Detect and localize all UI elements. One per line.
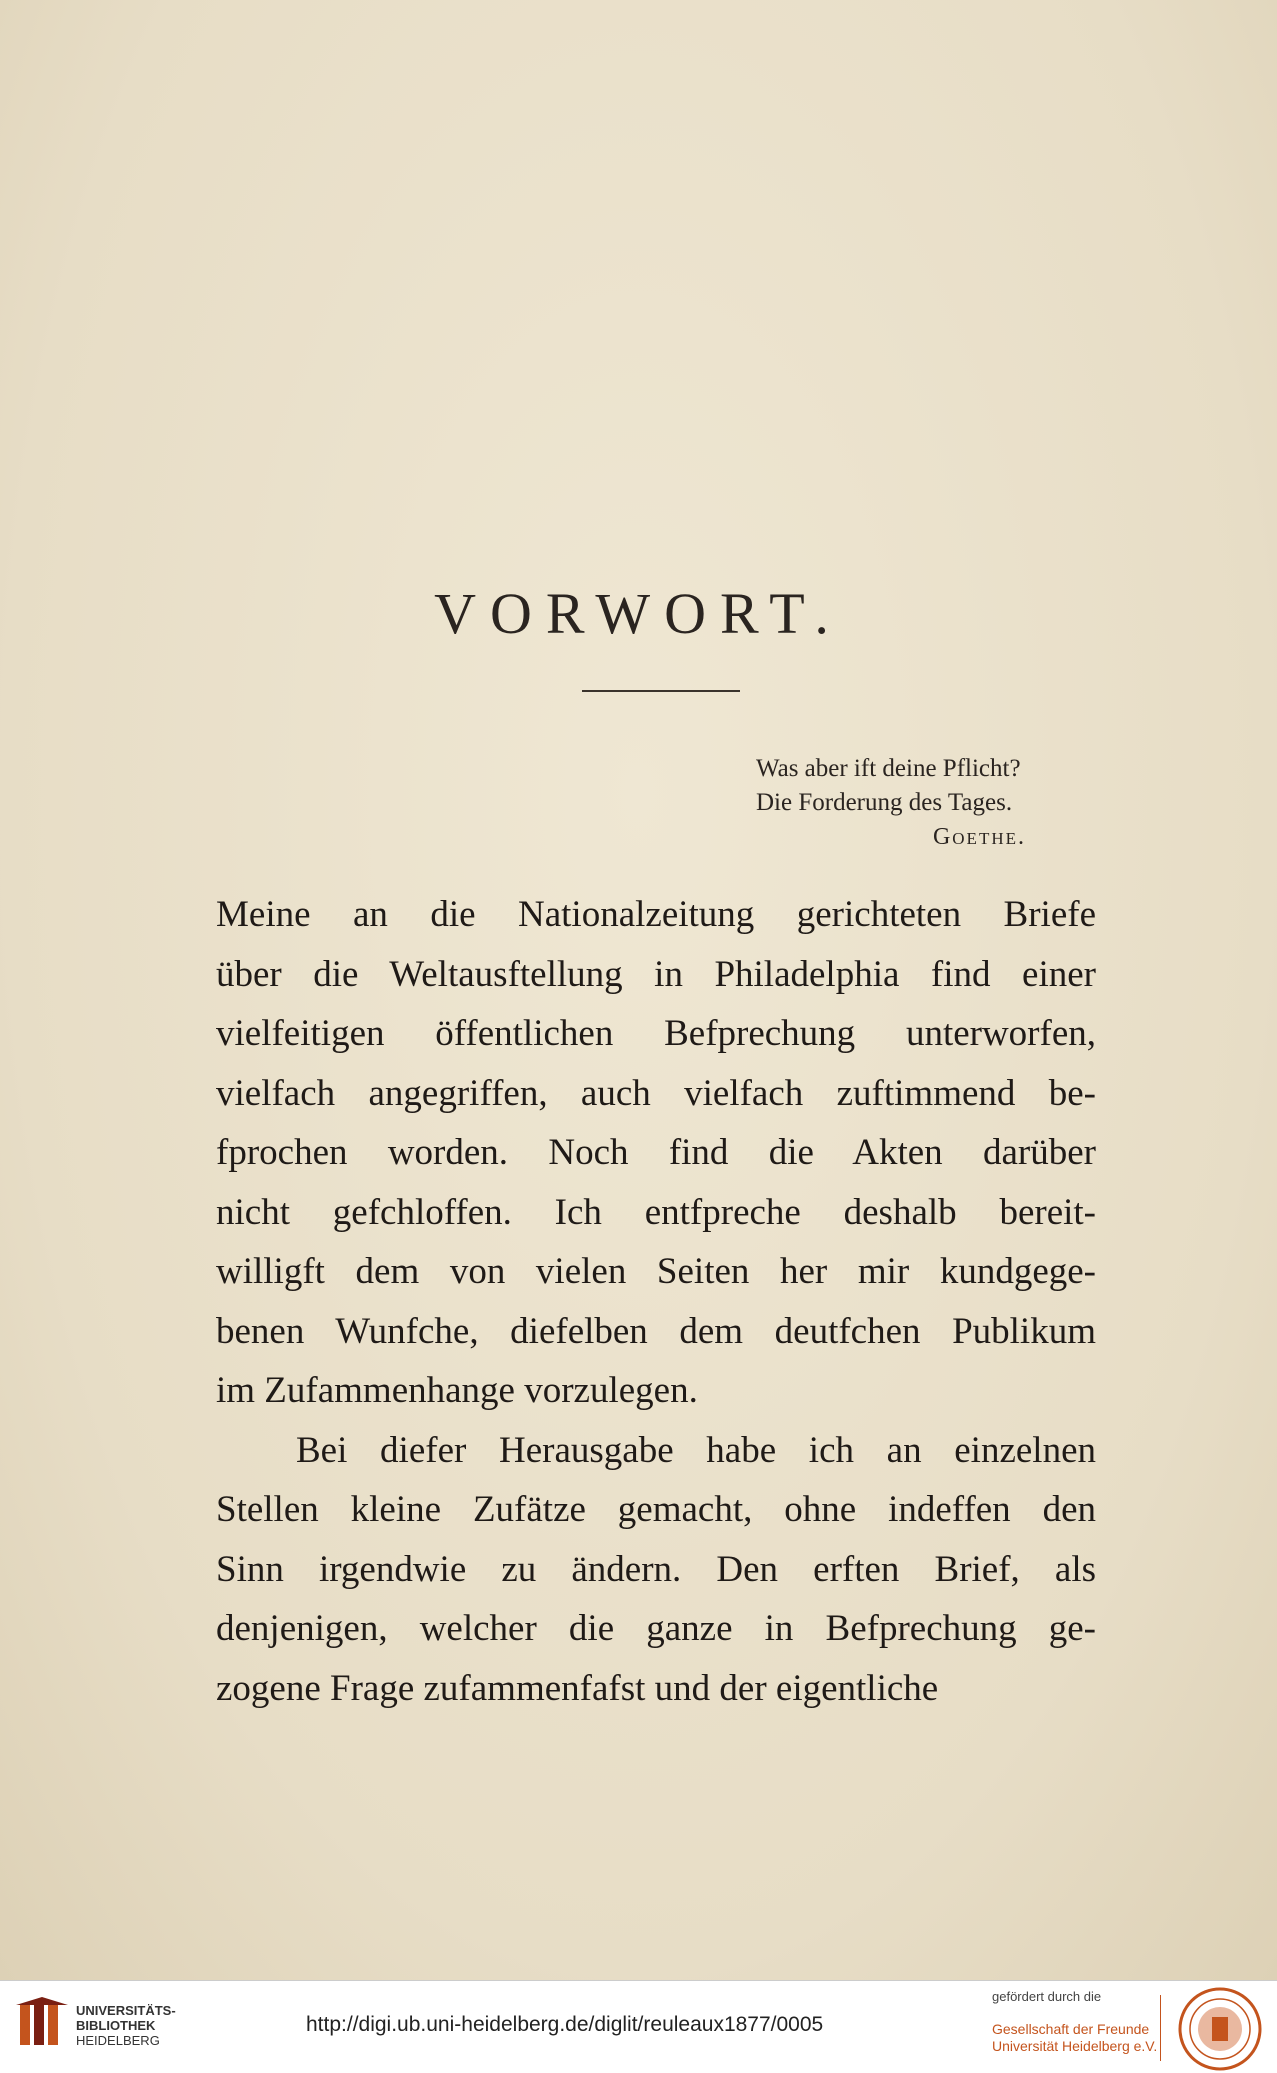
text-line: vielfeitigen öffentlichen Befprechung unterworfen, (216, 1013, 1096, 1054)
library-name-line-1: UNIVERSITÄTS- (76, 2003, 176, 2018)
sponsor-label: gefördert durch die (992, 1989, 1102, 2004)
paragraph-1 (216, 885, 1096, 1421)
permalink-url[interactable]: http://digi.ub.uni-heidelberg.de/diglit/reuleaux1877/0005 (306, 2013, 824, 2036)
motto-author: Goethe. (932, 824, 1026, 850)
text-line: im Zufammenhange vorzulegen. (216, 1370, 698, 1411)
library-name (76, 2003, 176, 2048)
text-line: Bei diefer Herausgabe habe ich an einzelnen (296, 1429, 1096, 1471)
sponsor-line-1: Gesellschaft der Freunde (992, 2021, 1150, 2037)
motto (756, 752, 1086, 854)
motto-line-1: Was aber ift deine Pflicht? (756, 755, 1021, 782)
text-line: willigft dem von vielen Seiten her mir kundgege- (216, 1251, 1096, 1292)
sponsor-line-2: Universität Heidelberg e.V. (992, 2038, 1158, 2054)
text-line: über die Weltausftellung in Philadelphia find einer (216, 953, 1096, 995)
library-name-line-3: HEIDELBERG (76, 2033, 160, 2048)
text-line: Sinn irgendwie zu ändern. Den erften Brief, als (216, 1548, 1096, 1590)
paragraph-2 (216, 1421, 1096, 1719)
footer-divider (1160, 1995, 1161, 2061)
footer-bar (0, 1980, 1277, 2073)
text-line: Stellen kleine Zufätze gemacht, ohne indeffen den (216, 1489, 1096, 1530)
motto-line-2: Die Forderung des Tages. (756, 789, 1013, 816)
text-line: Meine an die Nationalzeitung gerichteten Briefe (216, 894, 1096, 935)
library-name-line-2: BIBLIOTHEK (76, 2018, 156, 2033)
page-title: VORWORT. (434, 581, 843, 646)
text-line: fprochen worden. Noch find die Akten darüber (216, 1132, 1096, 1173)
body-text (216, 885, 1096, 1718)
text-line: zogene Frage zufammenfafst und der eigentliche (216, 1667, 939, 1709)
text-line: vielfach angegriffen, auch vielfach zuftimmend be- (216, 1072, 1096, 1114)
title-rule (582, 690, 740, 692)
library-logo-icon (12, 1995, 72, 2055)
text-line: nicht gefchloffen. Ich entfpreche deshalb bereit- (216, 1191, 1096, 1233)
sponsor-name (992, 2021, 1157, 2055)
university-seal-icon (1178, 1987, 1262, 2071)
text-line: benen Wunfche, diefelben dem deutfchen Publikum (216, 1310, 1096, 1352)
text-line: denjenigen, welcher die ganze in Befprechung ge- (216, 1608, 1096, 1649)
